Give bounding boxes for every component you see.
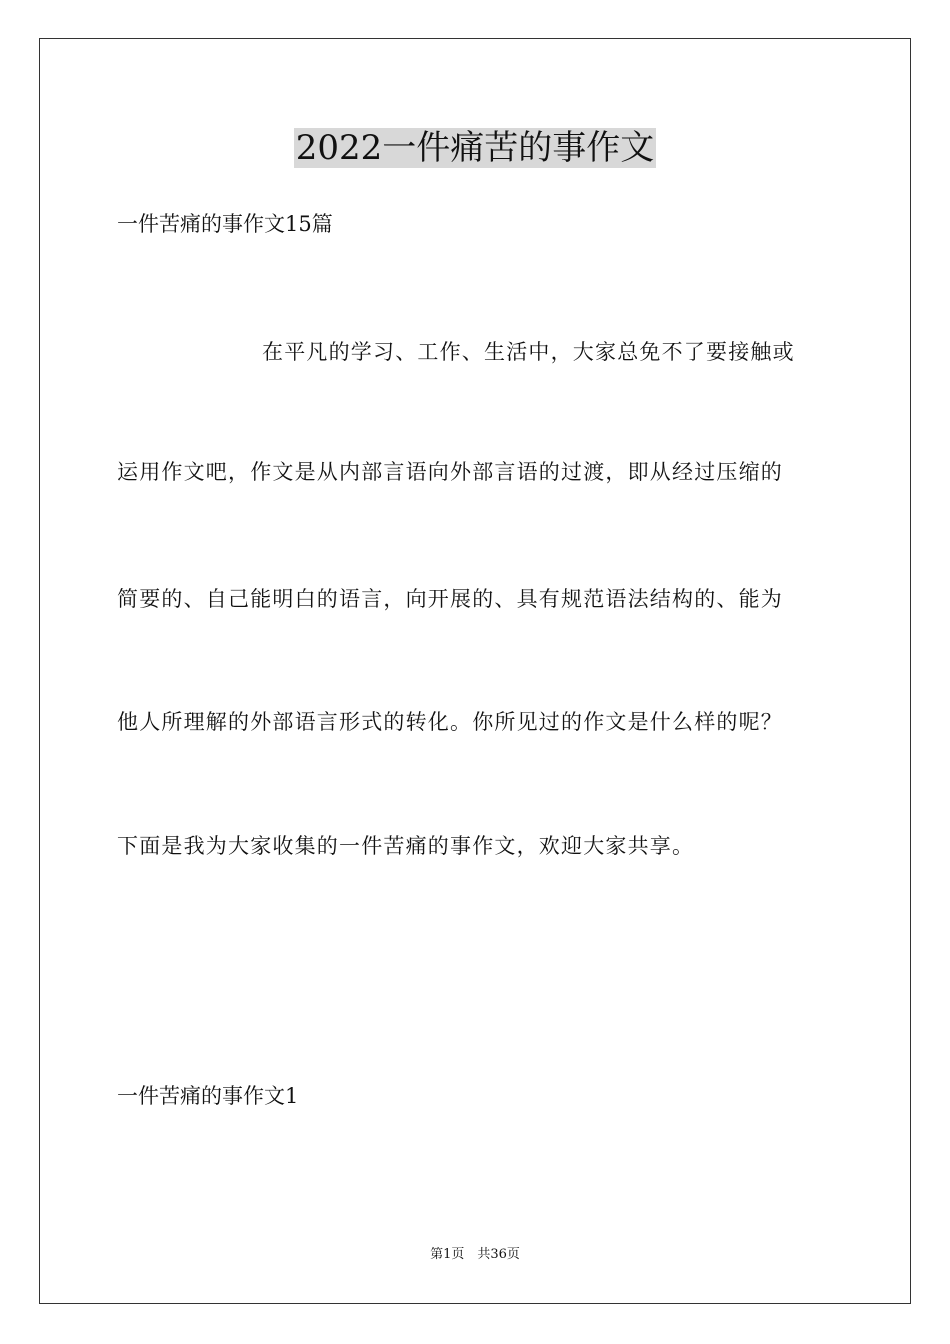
document-subtitle: 一件苦痛的事作文15篇: [117, 212, 333, 236]
page-footer: 第1页 共36页: [430, 1247, 520, 1262]
intro-line-1: 在平凡的学习、工作、生活中，大家总免不了要接触或: [262, 340, 795, 364]
intro-line-3: 简要的、自己能明白的语言，向开展的、具有规范语法结构的、能为: [117, 587, 783, 611]
intro-line-4: 他人所理解的外部语言形式的转化。你所见过的作文是什么样的呢？: [117, 710, 783, 734]
document-title-text: 2022一件痛苦的事作文: [295, 128, 655, 168]
intro-line-2: 运用作文吧，作文是从内部言语向外部言语的过渡，即从经过压缩的: [117, 460, 783, 484]
section-heading: 一件苦痛的事作文1: [117, 1084, 299, 1108]
document-title: [0, 126, 950, 170]
intro-line-5: 下面是我为大家收集的一件苦痛的事作文，欢迎大家共享。: [117, 834, 695, 858]
